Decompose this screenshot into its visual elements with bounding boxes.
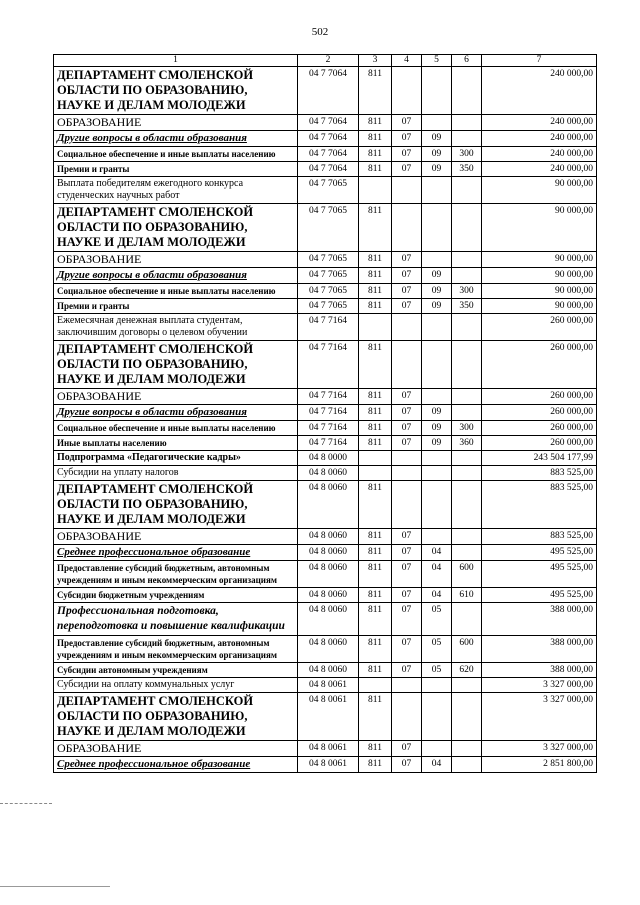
amount: 90 000,00: [482, 177, 597, 204]
target-article-code: 04 8 0061: [298, 741, 359, 757]
target-article-code: 04 7 7164: [298, 421, 359, 436]
amount: 90 000,00: [482, 252, 597, 268]
expense-type-code: 300: [452, 147, 482, 162]
column-header: 4: [392, 55, 422, 67]
row-name: Субсидии автономным учреждениям: [54, 663, 298, 678]
department-code: 811: [359, 421, 392, 436]
target-article-code: 04 8 0060: [298, 481, 359, 529]
subsection-code: [422, 529, 452, 545]
amount: 388 000,00: [482, 636, 597, 663]
target-article-code: 04 7 7164: [298, 389, 359, 405]
department-code: [359, 177, 392, 204]
target-article-code: 04 8 0060: [298, 636, 359, 663]
section-code: 07: [392, 545, 422, 561]
subsection-code: [422, 389, 452, 405]
amount: 388 000,00: [482, 663, 597, 678]
department-code: 811: [359, 693, 392, 741]
row-name: Социальное обеспечение и иные выплаты населению: [54, 147, 298, 162]
table-row: [54, 481, 597, 529]
amount: 495 525,00: [482, 561, 597, 588]
expense-type-code: [452, 67, 482, 115]
target-article-code: 04 7 7164: [298, 314, 359, 341]
department-code: 811: [359, 636, 392, 663]
subsection-code: [422, 115, 452, 131]
department-code: [359, 678, 392, 693]
target-article-code: 04 8 0000: [298, 451, 359, 466]
table-row: [54, 741, 597, 757]
section-code: 07: [392, 663, 422, 678]
amount: 2 851 800,00: [482, 757, 597, 773]
department-code: 811: [359, 115, 392, 131]
section-code: 07: [392, 162, 422, 177]
target-article-code: 04 8 0061: [298, 693, 359, 741]
subsection-code: [422, 741, 452, 757]
department-code: 811: [359, 481, 392, 529]
subsection-code: 05: [422, 636, 452, 663]
expense-type-code: 300: [452, 421, 482, 436]
department-code: [359, 466, 392, 481]
target-article-code: 04 8 0061: [298, 757, 359, 773]
expense-type-code: [452, 757, 482, 773]
table-row: [54, 389, 597, 405]
row-name: Предоставление субсидий бюджетным, автономным учреждениям и иным некоммерческим организациям: [54, 561, 298, 588]
subsection-code: [422, 693, 452, 741]
target-article-code: 04 8 0060: [298, 588, 359, 603]
target-article-code: 04 7 7064: [298, 162, 359, 177]
row-name: ОБРАЗОВАНИЕ: [54, 252, 298, 268]
table-row: [54, 131, 597, 147]
expense-type-code: [452, 204, 482, 252]
amount: 883 525,00: [482, 481, 597, 529]
expense-type-code: [452, 405, 482, 421]
row-name: Социальное обеспечение и иные выплаты населению: [54, 421, 298, 436]
target-article-code: 04 7 7065: [298, 284, 359, 299]
table-row: [54, 341, 597, 389]
table-row: [54, 115, 597, 131]
department-code: 811: [359, 603, 392, 636]
row-name: Субсидии на оплату коммунальных услуг: [54, 678, 298, 693]
subsection-code: 09: [422, 131, 452, 147]
subsection-code: [422, 341, 452, 389]
subsection-code: [422, 177, 452, 204]
section-code: [392, 177, 422, 204]
table-row: [54, 147, 597, 162]
column-header: 7: [482, 55, 597, 67]
department-code: 811: [359, 663, 392, 678]
section-code: 07: [392, 147, 422, 162]
subsection-code: [422, 451, 452, 466]
expense-type-code: 350: [452, 299, 482, 314]
department-code: 811: [359, 252, 392, 268]
subsection-code: [422, 67, 452, 115]
target-article-code: 04 7 7064: [298, 147, 359, 162]
subsection-code: 09: [422, 421, 452, 436]
table-row: [54, 299, 597, 314]
section-code: [392, 466, 422, 481]
expense-type-code: [452, 131, 482, 147]
section-code: 07: [392, 636, 422, 663]
department-code: 811: [359, 405, 392, 421]
target-article-code: 04 7 7164: [298, 436, 359, 451]
row-name: ДЕПАРТАМЕНТ СМОЛЕНСКОЙ ОБЛАСТИ ПО ОБРАЗОВАНИЮ, НАУКЕ И ДЕЛАМ МОЛОДЕЖИ: [54, 481, 298, 529]
expense-type-code: [452, 693, 482, 741]
row-name: Другие вопросы в области образования: [54, 131, 298, 147]
section-code: 07: [392, 131, 422, 147]
row-name: ДЕПАРТАМЕНТ СМОЛЕНСКОЙ ОБЛАСТИ ПО ОБРАЗОВАНИЮ, НАУКЕ И ДЕЛАМ МОЛОДЕЖИ: [54, 67, 298, 115]
row-name: Премии и гранты: [54, 162, 298, 177]
target-article-code: 04 8 0060: [298, 603, 359, 636]
table-row: [54, 466, 597, 481]
target-article-code: 04 7 7065: [298, 299, 359, 314]
row-name: Субсидии на уплату налогов: [54, 466, 298, 481]
section-code: 07: [392, 741, 422, 757]
department-code: 811: [359, 741, 392, 757]
amount: 260 000,00: [482, 436, 597, 451]
section-code: 07: [392, 299, 422, 314]
table-row: [54, 67, 597, 115]
table-row: [54, 603, 597, 636]
expense-type-code: [452, 451, 482, 466]
target-article-code: 04 7 7065: [298, 252, 359, 268]
table-row: [54, 663, 597, 678]
amount: 260 000,00: [482, 405, 597, 421]
subsection-code: 04: [422, 561, 452, 588]
row-name: ОБРАЗОВАНИЕ: [54, 389, 298, 405]
page-number: 502: [311, 26, 329, 38]
department-code: 811: [359, 588, 392, 603]
expense-type-code: [452, 678, 482, 693]
subsection-code: [422, 678, 452, 693]
subsection-code: 09: [422, 268, 452, 284]
amount: 240 000,00: [482, 67, 597, 115]
target-article-code: 04 8 0060: [298, 545, 359, 561]
amount: 260 000,00: [482, 341, 597, 389]
section-code: 07: [392, 588, 422, 603]
table-row: [54, 177, 597, 204]
row-name: ДЕПАРТАМЕНТ СМОЛЕНСКОЙ ОБЛАСТИ ПО ОБРАЗОВАНИЮ, НАУКЕ И ДЕЛАМ МОЛОДЕЖИ: [54, 204, 298, 252]
expense-type-code: [452, 314, 482, 341]
expense-type-code: [452, 341, 482, 389]
amount: 3 327 000,00: [482, 693, 597, 741]
target-article-code: 04 8 0060: [298, 561, 359, 588]
budget-table: [53, 54, 597, 773]
section-code: [392, 341, 422, 389]
target-article-code: 04 7 7164: [298, 405, 359, 421]
row-name: ОБРАЗОВАНИЕ: [54, 529, 298, 545]
expense-type-code: 600: [452, 561, 482, 588]
section-code: 07: [392, 115, 422, 131]
row-name: Среднее профессиональное образование: [54, 545, 298, 561]
amount: 388 000,00: [482, 603, 597, 636]
department-code: 811: [359, 299, 392, 314]
expense-type-code: [452, 603, 482, 636]
expense-type-code: 610: [452, 588, 482, 603]
table-row: [54, 421, 597, 436]
subsection-code: [422, 481, 452, 529]
column-header-row: [54, 55, 597, 67]
row-name: Субсидии бюджетным учреждениям: [54, 588, 298, 603]
amount: 90 000,00: [482, 204, 597, 252]
table-row: [54, 529, 597, 545]
section-code: 07: [392, 284, 422, 299]
expense-type-code: [452, 115, 482, 131]
row-name: Подпрограмма «Педагогические кадры»: [54, 451, 298, 466]
expense-type-code: 600: [452, 636, 482, 663]
amount: 90 000,00: [482, 299, 597, 314]
table-row: [54, 545, 597, 561]
section-code: 07: [392, 561, 422, 588]
row-name: Предоставление субсидий бюджетным, автономным учреждениям и иным некоммерческим организациям: [54, 636, 298, 663]
target-article-code: 04 7 7164: [298, 341, 359, 389]
subsection-code: 09: [422, 436, 452, 451]
table-body: [54, 67, 597, 773]
department-code: 811: [359, 147, 392, 162]
section-code: 07: [392, 436, 422, 451]
table-row: [54, 436, 597, 451]
amount: 260 000,00: [482, 421, 597, 436]
department-code: 811: [359, 67, 392, 115]
row-name: Другие вопросы в области образования: [54, 268, 298, 284]
subsection-code: [422, 252, 452, 268]
row-name: Выплата победителям ежегодного конкурса студенческих научных работ: [54, 177, 298, 204]
subsection-code: 05: [422, 663, 452, 678]
table-row: [54, 693, 597, 741]
scan-artifact-line: [0, 886, 110, 887]
department-code: 811: [359, 284, 392, 299]
row-name: Социальное обеспечение и иные выплаты населению: [54, 284, 298, 299]
amount: 240 000,00: [482, 131, 597, 147]
row-name: ОБРАЗОВАНИЕ: [54, 741, 298, 757]
amount: 243 504 177,99: [482, 451, 597, 466]
subsection-code: 09: [422, 162, 452, 177]
table-row: [54, 268, 597, 284]
department-code: [359, 314, 392, 341]
expense-type-code: [452, 741, 482, 757]
subsection-code: 04: [422, 588, 452, 603]
amount: 240 000,00: [482, 162, 597, 177]
table-row: [54, 678, 597, 693]
expense-type-code: [452, 545, 482, 561]
department-code: 811: [359, 341, 392, 389]
section-code: [392, 693, 422, 741]
table-row: [54, 405, 597, 421]
amount: 260 000,00: [482, 389, 597, 405]
expense-type-code: 350: [452, 162, 482, 177]
column-header: 3: [359, 55, 392, 67]
expense-type-code: [452, 268, 482, 284]
table-row: [54, 252, 597, 268]
row-name: Среднее профессиональное образование: [54, 757, 298, 773]
table-row: [54, 757, 597, 773]
section-code: 07: [392, 389, 422, 405]
target-article-code: 04 7 7064: [298, 131, 359, 147]
section-code: 07: [392, 603, 422, 636]
column-header: 1: [54, 55, 298, 67]
department-code: 811: [359, 131, 392, 147]
subsection-code: 05: [422, 603, 452, 636]
department-code: 811: [359, 545, 392, 561]
table-row: [54, 561, 597, 588]
expense-type-code: [452, 252, 482, 268]
expense-type-code: 360: [452, 436, 482, 451]
table-row: [54, 451, 597, 466]
target-article-code: 04 8 0061: [298, 678, 359, 693]
subsection-code: [422, 314, 452, 341]
subsection-code: 04: [422, 545, 452, 561]
target-article-code: 04 8 0060: [298, 466, 359, 481]
section-code: 07: [392, 268, 422, 284]
amount: 495 525,00: [482, 588, 597, 603]
section-code: [392, 481, 422, 529]
table-row: [54, 636, 597, 663]
section-code: [392, 204, 422, 252]
department-code: 811: [359, 561, 392, 588]
department-code: 811: [359, 162, 392, 177]
target-article-code: 04 7 7064: [298, 115, 359, 131]
row-name: Другие вопросы в области образования: [54, 405, 298, 421]
subsection-code: [422, 466, 452, 481]
amount: 90 000,00: [482, 268, 597, 284]
department-code: 811: [359, 529, 392, 545]
target-article-code: 04 7 7065: [298, 204, 359, 252]
expense-type-code: [452, 177, 482, 204]
amount: 883 525,00: [482, 529, 597, 545]
department-code: 811: [359, 436, 392, 451]
expense-type-code: [452, 466, 482, 481]
department-code: 811: [359, 268, 392, 284]
department-code: 811: [359, 757, 392, 773]
expense-type-code: 300: [452, 284, 482, 299]
section-code: 07: [392, 252, 422, 268]
expense-type-code: 620: [452, 663, 482, 678]
section-code: [392, 67, 422, 115]
section-code: 07: [392, 405, 422, 421]
table-row: [54, 284, 597, 299]
amount: 3 327 000,00: [482, 678, 597, 693]
column-header: 6: [452, 55, 482, 67]
column-header: 2: [298, 55, 359, 67]
subsection-code: 09: [422, 147, 452, 162]
subsection-code: [422, 204, 452, 252]
section-code: 07: [392, 757, 422, 773]
row-name: Профессиональная подготовка, переподготовка и повышение квалификации: [54, 603, 298, 636]
target-article-code: 04 7 7065: [298, 177, 359, 204]
subsection-code: 09: [422, 405, 452, 421]
department-code: [359, 451, 392, 466]
section-code: 07: [392, 421, 422, 436]
column-header: 5: [422, 55, 452, 67]
expense-type-code: [452, 529, 482, 545]
section-code: [392, 451, 422, 466]
department-code: 811: [359, 204, 392, 252]
subsection-code: 09: [422, 299, 452, 314]
expense-type-code: [452, 389, 482, 405]
target-article-code: 04 8 0060: [298, 663, 359, 678]
table-row: [54, 162, 597, 177]
row-name: Иные выплаты населению: [54, 436, 298, 451]
target-article-code: 04 7 7064: [298, 67, 359, 115]
amount: 240 000,00: [482, 115, 597, 131]
department-code: 811: [359, 389, 392, 405]
row-name: ДЕПАРТАМЕНТ СМОЛЕНСКОЙ ОБЛАСТИ ПО ОБРАЗОВАНИЮ, НАУКЕ И ДЕЛАМ МОЛОДЕЖИ: [54, 693, 298, 741]
row-name: ДЕПАРТАМЕНТ СМОЛЕНСКОЙ ОБЛАСТИ ПО ОБРАЗОВАНИЮ, НАУКЕ И ДЕЛАМ МОЛОДЕЖИ: [54, 341, 298, 389]
section-code: [392, 678, 422, 693]
table-row: [54, 204, 597, 252]
table-row: [54, 314, 597, 341]
amount: 883 525,00: [482, 466, 597, 481]
expense-type-code: [452, 481, 482, 529]
row-name: Ежемесячная денежная выплата студентам, заключившим договоры о целевом обучении: [54, 314, 298, 341]
scan-artifact-line: [0, 803, 52, 804]
table-row: [54, 588, 597, 603]
target-article-code: 04 7 7065: [298, 268, 359, 284]
amount: 3 327 000,00: [482, 741, 597, 757]
row-name: ОБРАЗОВАНИЕ: [54, 115, 298, 131]
amount: 240 000,00: [482, 147, 597, 162]
row-name: Премии и гранты: [54, 299, 298, 314]
target-article-code: 04 8 0060: [298, 529, 359, 545]
amount: 495 525,00: [482, 545, 597, 561]
subsection-code: 04: [422, 757, 452, 773]
section-code: [392, 314, 422, 341]
section-code: 07: [392, 529, 422, 545]
amount: 260 000,00: [482, 314, 597, 341]
subsection-code: 09: [422, 284, 452, 299]
amount: 90 000,00: [482, 284, 597, 299]
